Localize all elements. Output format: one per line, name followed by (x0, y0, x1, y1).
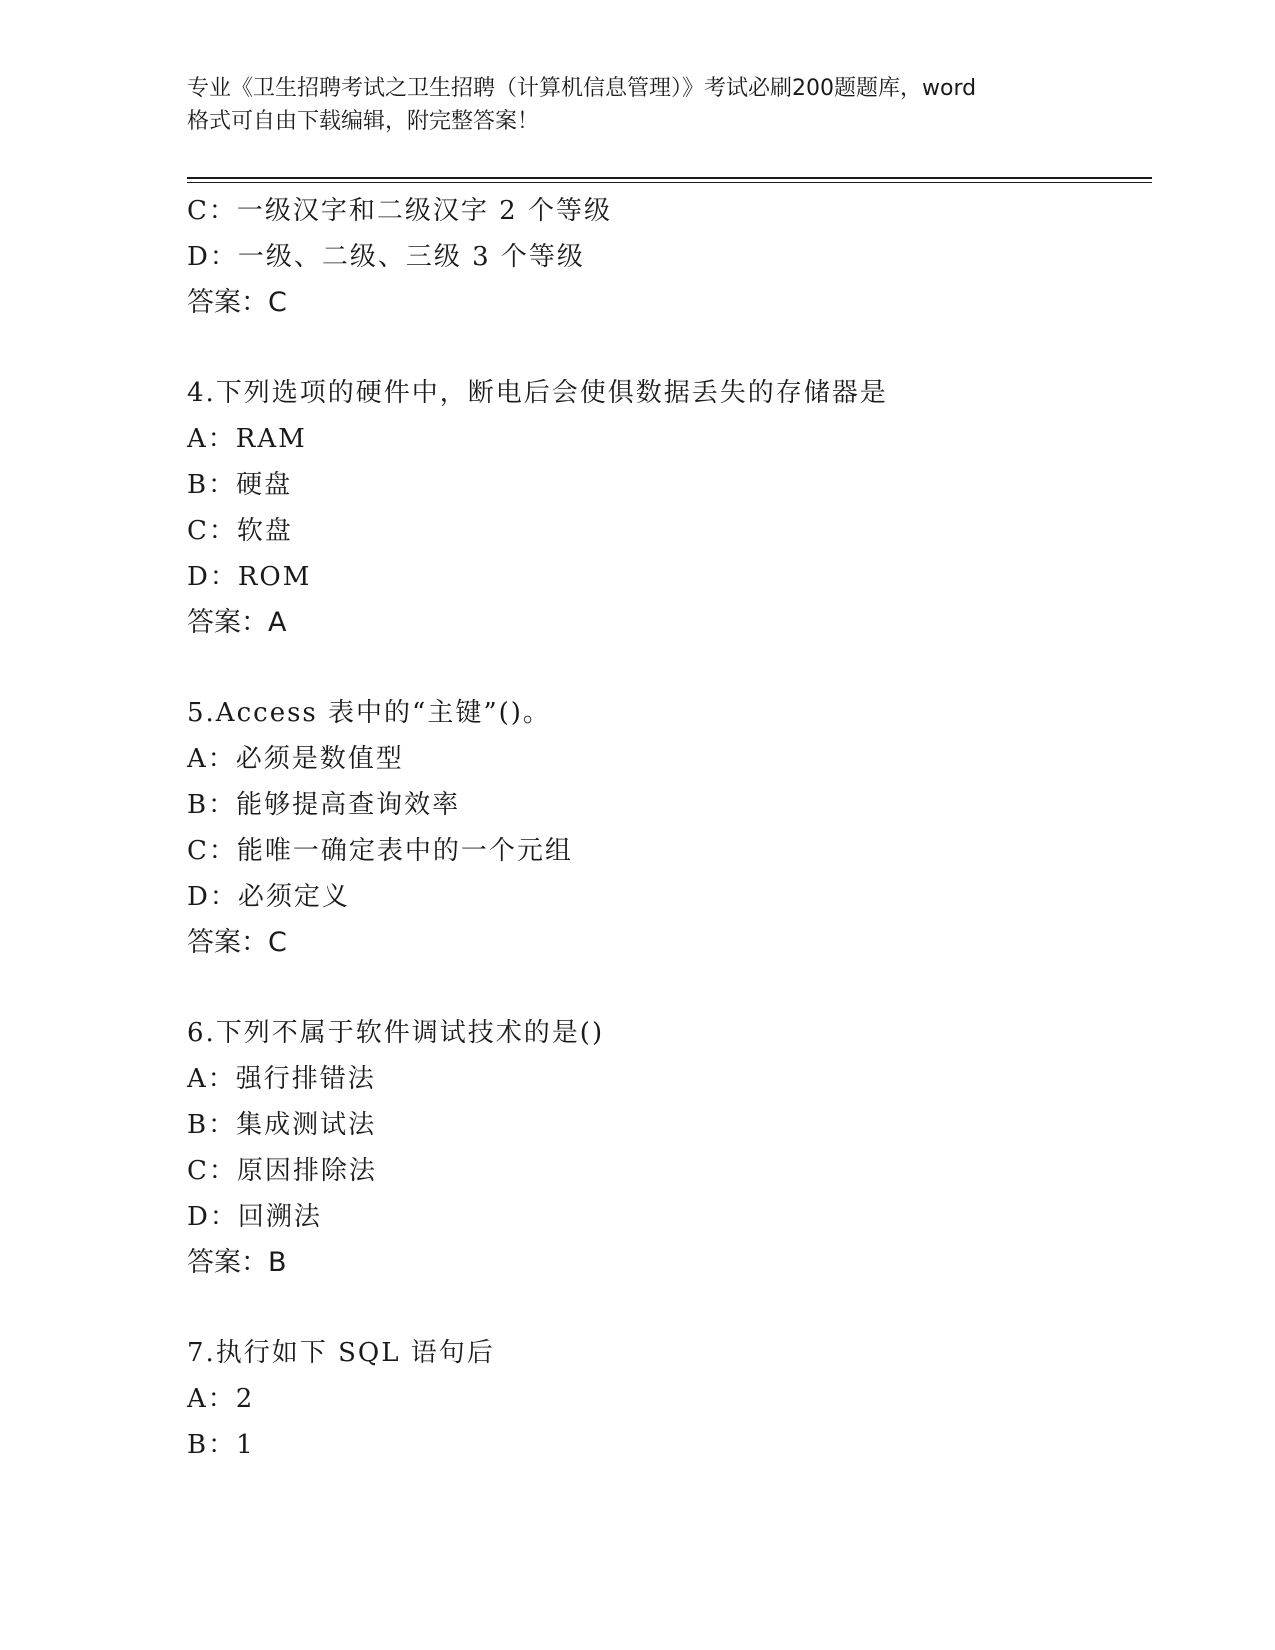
spacer (187, 326, 1147, 370)
q6-answer: 答案：B (187, 1247, 287, 1278)
question-list (187, 188, 1147, 1468)
q3-answer: 答案：C (187, 287, 287, 318)
spacer (187, 1286, 1147, 1330)
q5-option-a: A：必须是数值型 (187, 744, 404, 774)
q5-option-d: D：必须定义 (187, 882, 350, 912)
q6-option-a: A：强行排错法 (187, 1064, 376, 1094)
header-divider-thin (187, 182, 1152, 183)
q5-option-c: C：能唯一确定表中的一个元组 (187, 836, 573, 866)
q6-option-b: B：集成测试法 (187, 1110, 377, 1140)
q5-option-b: B：能够提高查询效率 (187, 790, 461, 820)
q4-option-b: B：硬盘 (187, 470, 293, 500)
q5-answer: 答案：C (187, 927, 287, 958)
q7-question: 7.执行如下 SQL 语句后 (187, 1338, 495, 1368)
header-divider-thick (187, 177, 1152, 179)
header-line-2: 格式可自由下载编辑，附完整答案！ (187, 109, 540, 134)
q3-option-c: C：一级汉字和二级汉字 2 个等级 (187, 196, 612, 226)
q4-option-a: A：RAM (187, 424, 307, 454)
q6-option-d: D：回溯法 (187, 1202, 322, 1232)
document-header (187, 72, 1087, 138)
q3-option-d: D：一级、二级、三级 3 个等级 (187, 242, 585, 272)
q4-answer: 答案：A (187, 607, 287, 638)
q4-option-d: D：ROM (187, 562, 312, 592)
spacer (187, 646, 1147, 690)
header-line-1: 专业《卫生招聘考试之卫生招聘（计算机信息管理）》考试必刷200题题库，word (187, 76, 977, 101)
q7-option-b: B：1 (187, 1430, 255, 1460)
q6-option-c: C：原因排除法 (187, 1156, 377, 1186)
q5-question: 5.Access 表中的“主键”()。 (187, 698, 551, 728)
q6-question: 6.下列不属于软件调试技术的是() (187, 1018, 605, 1048)
spacer (187, 966, 1147, 1010)
q4-option-c: C：软盘 (187, 516, 293, 546)
q4-question: 4.下列选项的硬件中，断电后会使俱数据丢失的存储器是 (187, 378, 888, 408)
q7-option-a: A：2 (187, 1384, 255, 1414)
